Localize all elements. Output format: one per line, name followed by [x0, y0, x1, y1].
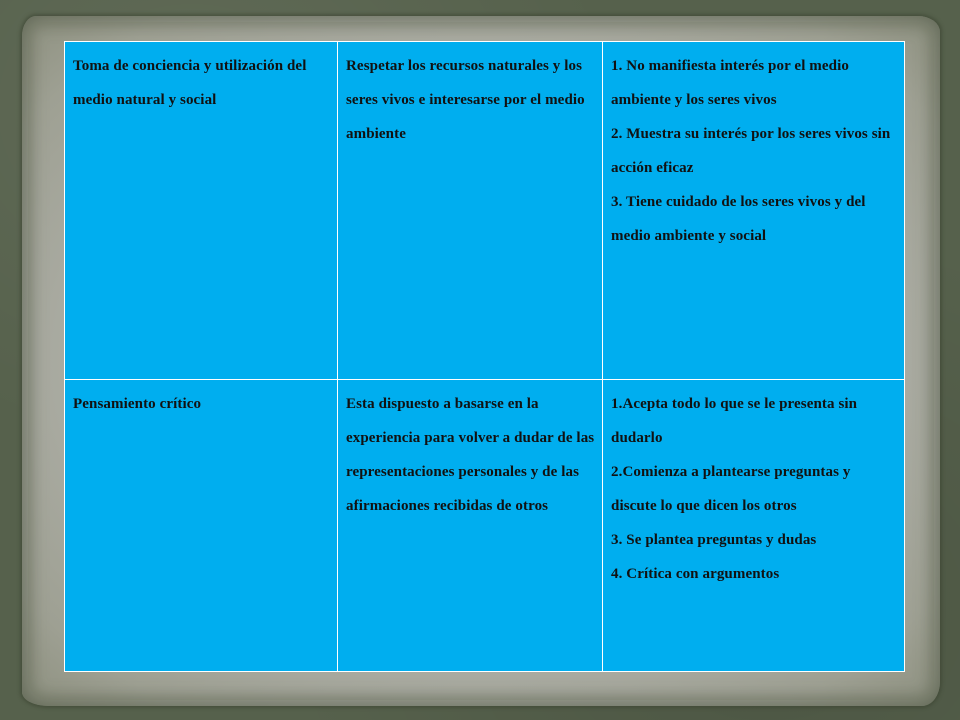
levels-cell — [603, 380, 905, 672]
category-cell — [65, 42, 338, 380]
description-text: Esta dispuesto a basarse en la experiencia para volver a dudar de las representaciones personales y de las afirmaciones recibidas de otros — [346, 396, 595, 514]
description-cell — [338, 42, 603, 380]
description-text: Respetar los recursos naturales y los seres vivos e interesarse por el medio ambiente — [346, 58, 585, 142]
level-item: 2. Muestra su interés por los seres vivos sin acción eficaz — [611, 126, 891, 176]
level-item: 3. Tiene cuidado de los seres vivos y del medio ambiente y social — [611, 194, 866, 244]
level-item: 1. No manifiesta interés por el medio ambiente y los seres vivos — [611, 58, 849, 108]
level-item: 3. Se plantea preguntas y dudas — [611, 532, 817, 548]
category-cell — [65, 380, 338, 672]
table-row — [65, 380, 905, 672]
level-item: 4. Crítica con argumentos — [611, 566, 780, 582]
category-text: Toma de conciencia y utilización del medio natural y social — [73, 58, 307, 108]
level-item: 1.Acepta todo lo que se le presenta sin dudarlo — [611, 396, 858, 446]
levels-cell — [603, 42, 905, 380]
evaluation-table — [64, 41, 905, 672]
description-cell — [338, 380, 603, 672]
category-text: Pensamiento crítico — [73, 396, 202, 412]
table-row — [65, 42, 905, 380]
level-item: 2.Comienza a plantearse preguntas y discute lo que dicen los otros — [611, 464, 851, 514]
